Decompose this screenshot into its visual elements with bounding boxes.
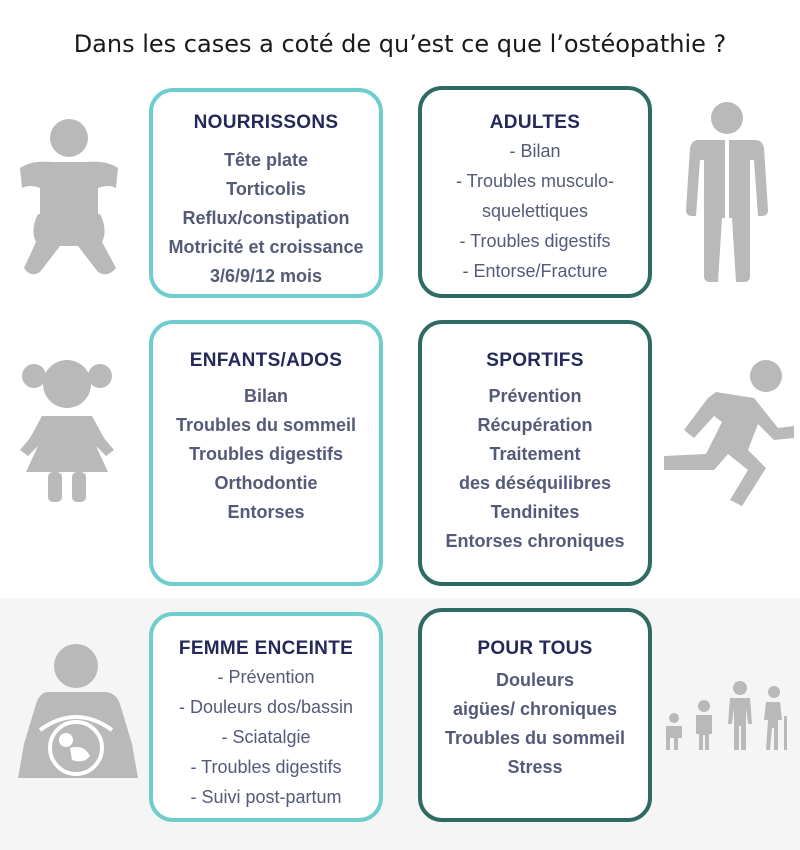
- list-item: - Sciatalgie: [221, 727, 311, 747]
- list-item: Stress: [507, 757, 563, 777]
- family-generations-icon: [660, 680, 792, 752]
- list-item: - Troubles digestifs: [190, 757, 342, 777]
- list-item: - Troubles musculo-: [455, 171, 615, 191]
- list-item: Douleurs: [495, 670, 574, 690]
- list-item: Troubles du sommeil: [175, 415, 357, 435]
- list-item: Entorses: [227, 502, 305, 522]
- list-item: des déséquilibres: [458, 473, 612, 493]
- box-nourrissons: [149, 88, 383, 298]
- list-item: Orthodontie: [214, 473, 318, 493]
- baby-icon: [12, 118, 124, 280]
- box-pour-tous: [418, 608, 652, 822]
- box-heading: ADULTES: [489, 112, 581, 133]
- box-femme-enceinte: [149, 612, 383, 822]
- list-item: aigües/ chroniques: [452, 699, 618, 719]
- box-enfants-ados: [149, 320, 383, 586]
- list-item: Reflux/constipation: [182, 208, 350, 228]
- list-item: Bilan: [243, 386, 288, 406]
- box-heading: SPORTIFS: [486, 350, 584, 371]
- pregnant-woman-icon: [10, 644, 142, 784]
- list-item: squelettiques: [481, 201, 589, 221]
- list-item: Torticolis: [226, 179, 306, 199]
- adult-couple-icon: [684, 100, 770, 282]
- list-item: - Suivi post-partum: [190, 787, 342, 807]
- list-item: Prévention: [488, 386, 582, 406]
- list-item: 3/6/9/12 mois: [209, 266, 323, 286]
- list-item: - Troubles digestifs: [459, 231, 611, 251]
- box-heading: ENFANTS/ADOS: [189, 350, 343, 371]
- list-item: Tendinites: [490, 502, 580, 522]
- girl-icon: [18, 354, 116, 504]
- runner-icon: [656, 358, 796, 510]
- list-item: - Prévention: [217, 667, 315, 687]
- box-heading: NOURRISSONS: [193, 112, 339, 133]
- box-heading: FEMME ENCEINTE: [178, 638, 354, 659]
- list-item: Motricité et croissance: [168, 237, 364, 257]
- list-item: Troubles digestifs: [188, 444, 344, 464]
- list-item: - Bilan: [509, 141, 561, 161]
- list-item: - Douleurs dos/bassin: [178, 697, 354, 717]
- list-item: Récupération: [477, 415, 593, 435]
- box-adultes: [418, 86, 652, 298]
- page-title: Dans les cases a coté de qu’est ce que l’ostéopathie ?: [73, 30, 727, 58]
- list-item: Entorses chroniques: [445, 531, 625, 551]
- box-heading: POUR TOUS: [477, 638, 593, 659]
- list-item: Troubles du sommeil: [444, 728, 626, 748]
- box-sportifs: [418, 320, 652, 586]
- list-item: Traitement: [489, 444, 581, 464]
- list-item: Tête plate: [223, 150, 309, 170]
- list-item: - Entorse/Fracture: [462, 261, 608, 281]
